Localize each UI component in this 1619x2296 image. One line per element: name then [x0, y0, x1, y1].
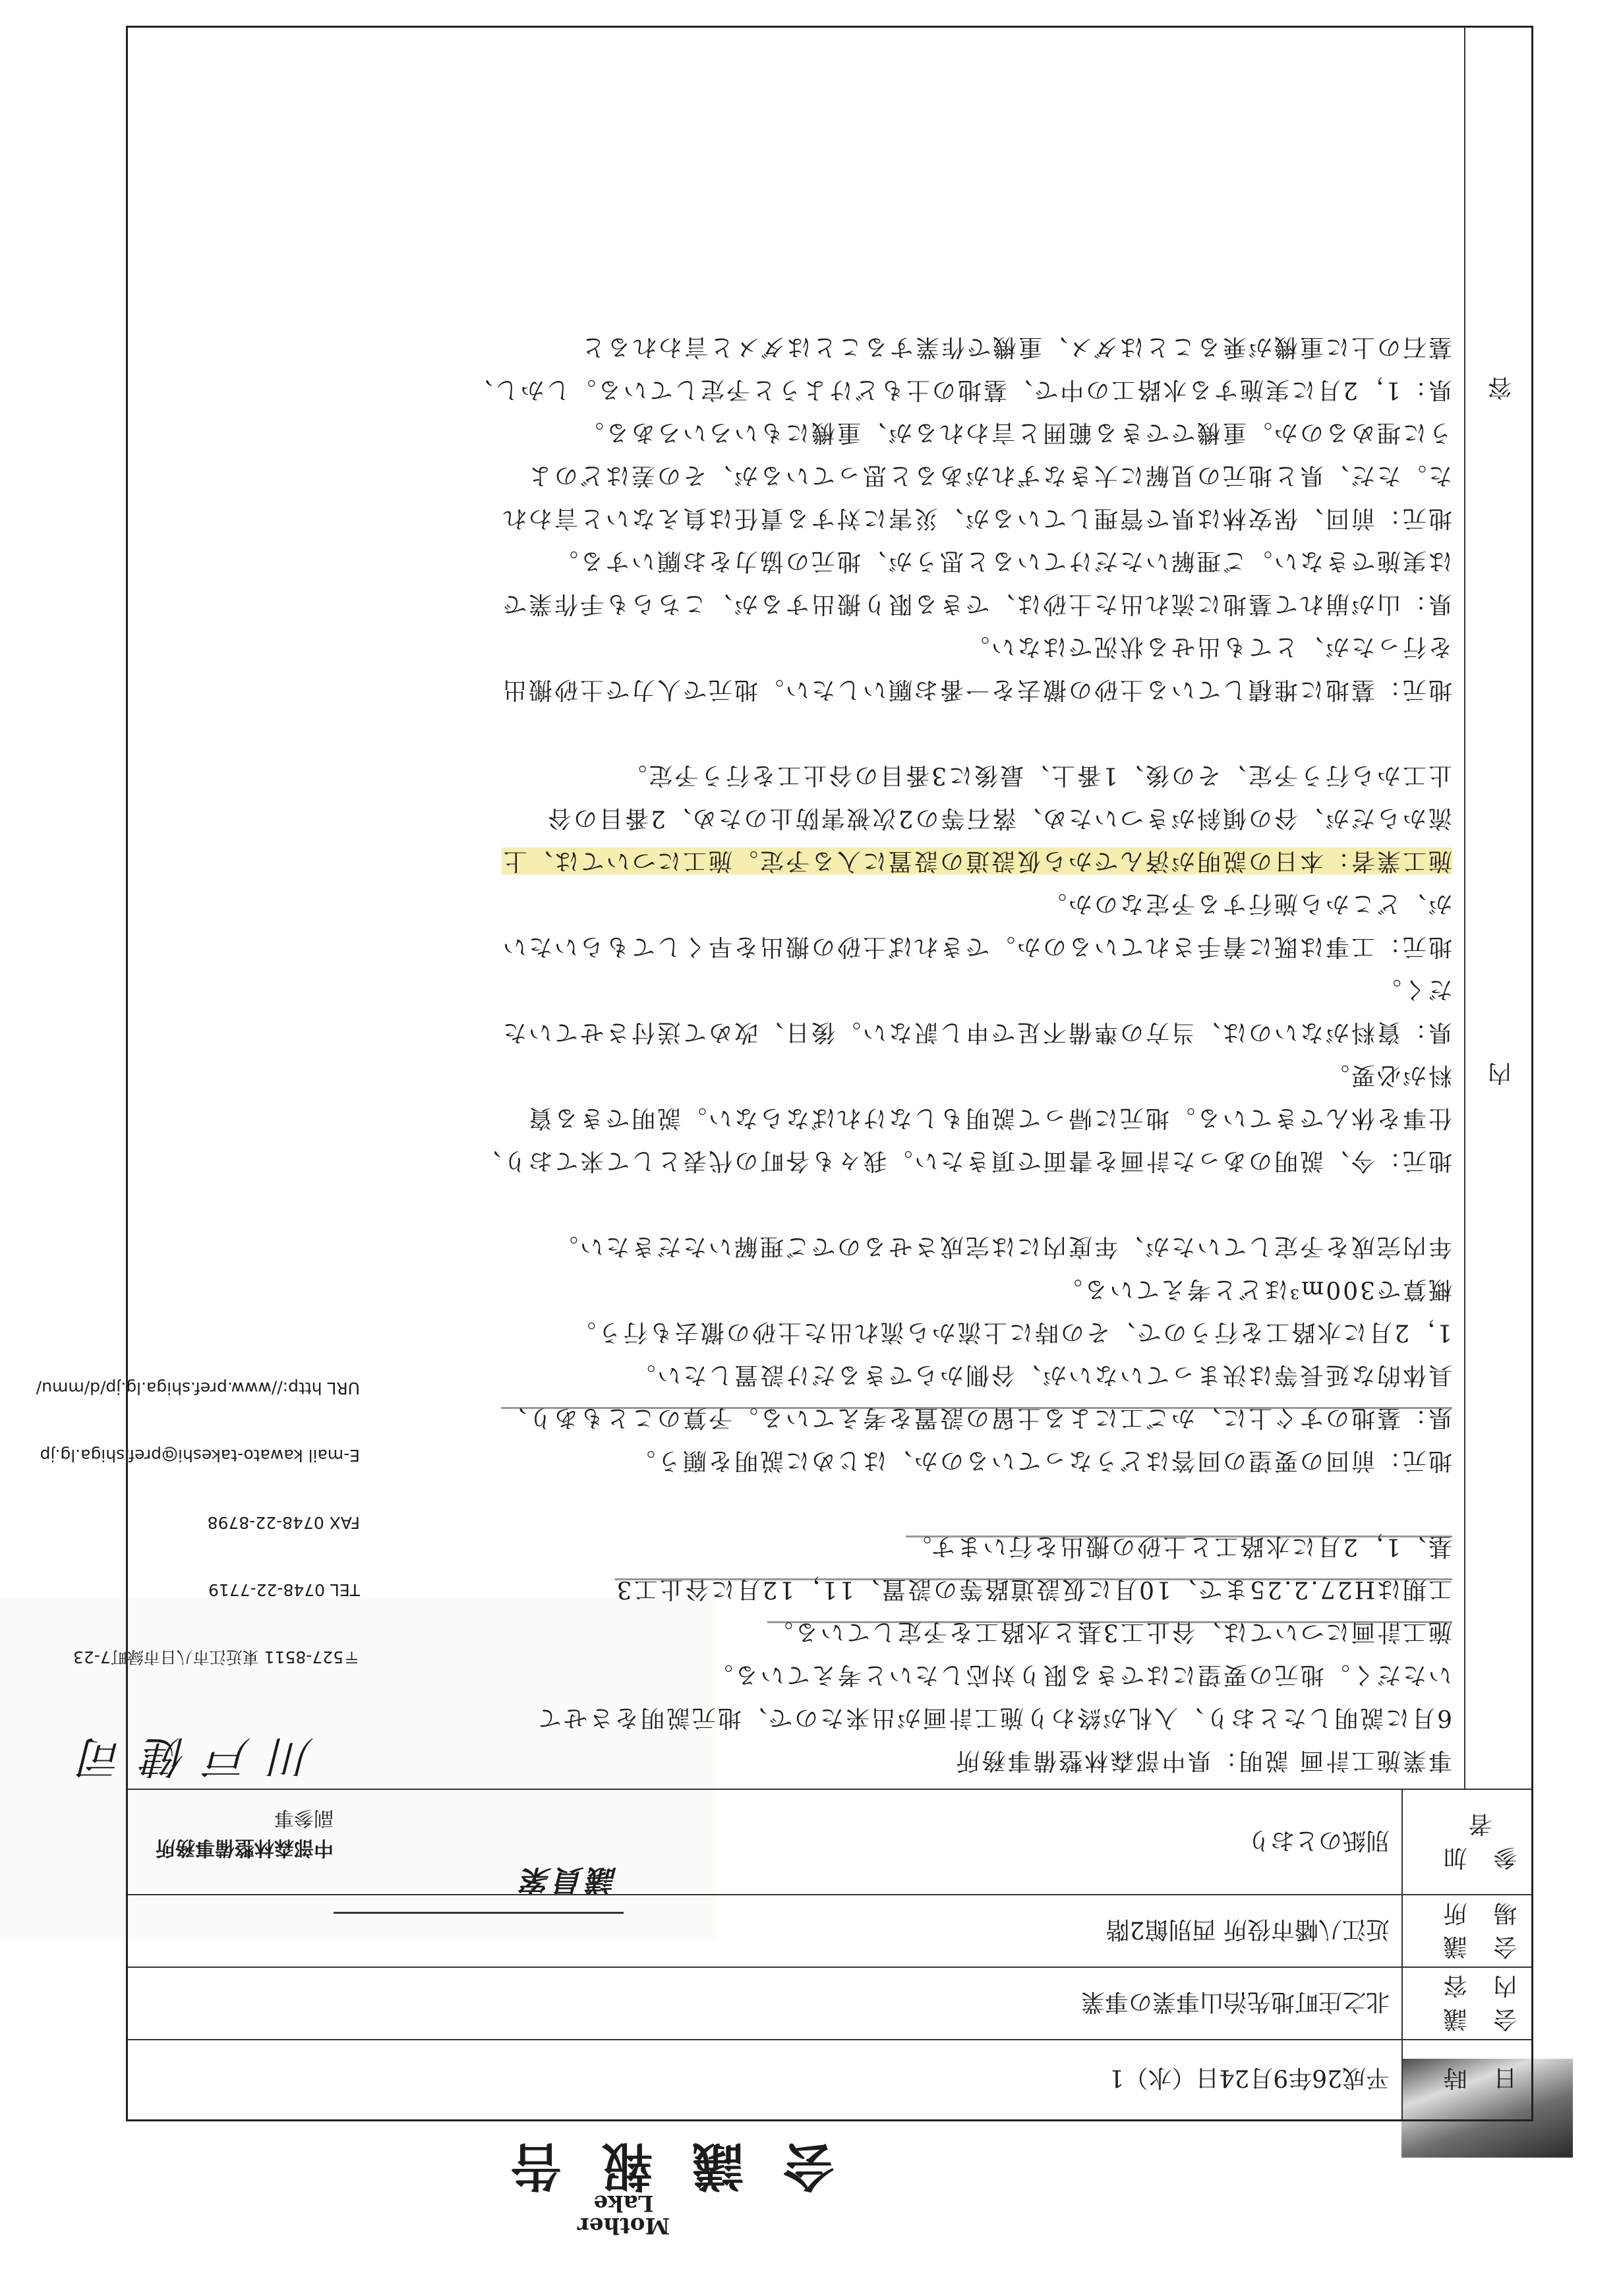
content-line: 料が必要。: [1323, 1062, 1452, 1089]
value-place: 近江八幡市役所 西別館2階: [1105, 1916, 1390, 1943]
content-line: 具体的な延長等は決まっていないが、谷側からできるだけ設置したい。: [630, 1362, 1452, 1389]
label-attendees: 参加者: [1401, 1790, 1531, 1895]
card-tel: TEL 0748-22-7719: [208, 1580, 360, 1599]
content-label-1: 内: [1487, 1059, 1512, 1086]
content-line: だく。: [1375, 976, 1452, 1003]
card-position: 副参事: [274, 1806, 334, 1829]
label-content: 会議内容: [1401, 1968, 1531, 2040]
row-place: [128, 1894, 1531, 1968]
content-label-2: 容: [1487, 374, 1512, 401]
content-line: 地元：前回、保安林は県で管理しているが、災害に対する責任は負えないと言われ: [500, 505, 1452, 532]
label-place: 会議場所: [1401, 1895, 1531, 1968]
content-line: 工期はH27.2.25まで、10月に仮設道路等の設置、11，12月に谷止工3: [614, 1576, 1452, 1603]
content-line: 地元：今、説明のあった計画を書面で頂きたい。我々も各町の代表として来ており、: [475, 1147, 1452, 1174]
card-name: 川戸健司: [61, 1731, 314, 1782]
content-line: 仕事を休んできている。地元に帰って説明もしなければならない。説明できる資: [526, 1105, 1452, 1132]
content-line: 地元：工事は既に着手されているのか。できれば土砂の搬出を早くしてもらいたい: [500, 933, 1452, 960]
content-label-column: [1464, 27, 1531, 1790]
content-line: 概算で300m³ほどと考えている。: [1056, 1276, 1452, 1303]
card-fax: FAX 0748-22-8798: [207, 1513, 360, 1532]
content-line: た。ただ、県と地元の見解に大きなずれがあると思っているが、その差はどのよ: [526, 462, 1452, 489]
content-line: を行ったが、とても出せる状況ではない。: [963, 633, 1452, 660]
content-line: 止工から行う予定、その後、1番上、最後に3番目の谷止工を行う予定。: [621, 762, 1452, 789]
content-line: が、どこから施行する予定なのか。: [1040, 890, 1452, 917]
content-line: 県：山が崩れて墓地に流れ出た土砂は、できる限り搬出するが、こちらも手作業で: [500, 590, 1452, 617]
content-line: 施工計画については、谷止工3基と水路工を予定している。: [767, 1619, 1452, 1646]
content-line: 基、1，2月に水路工と土砂の搬出を行います。: [906, 1533, 1452, 1560]
content-line-highlighted: 施工業者：本日の説明が済んでから仮設道の設置に入る予定。施工については、上: [501, 847, 1452, 875]
report-form: [126, 26, 1533, 2121]
content-line: 地元：前回の要望の回答はどうなっているのか、はじめに説明を願う。: [629, 1447, 1452, 1474]
card-title: 議員案: [518, 1863, 617, 1897]
content-line: 事業施工計画 説明：県中部森林整備事務所: [954, 1747, 1452, 1774]
content-line: いただく。地元の要望にはできる限り対応したいと考えている。: [707, 1661, 1452, 1688]
value-datetime: 平成26年9月24日（水）1: [1109, 2064, 1390, 2092]
content-line: は実施できない。ご理解いただけていると思うが、地元の協力をお願いする。: [552, 548, 1452, 575]
row-datetime: [128, 2039, 1531, 2119]
content-line: 6月に説明したとおり、入札が終わり施工計画が出来たので、地元説明をさせて: [535, 1704, 1452, 1731]
content-line: 流からだが、谷の傾斜がきついため、落石等の2次被害防止のため、2番目の谷: [546, 805, 1452, 832]
content-line: 年内完成を予定していたが、年度内には完成させるのでご理解いただきたい。: [552, 1233, 1452, 1260]
content-line: 県：墓地のすぐ上に、かご工による土留の設置を考えている。予算のこともあり、: [500, 1404, 1452, 1431]
row-content: [128, 1966, 1531, 2040]
content-line: うに埋めるのか。重機でできる範囲と言われるが、重機にもいろいろある。: [577, 419, 1452, 446]
content-line: 墓石の上に重機が乗ることはダメ、重機で作業することはダメと言われると: [579, 333, 1452, 360]
card-url: URL http://www.pref.shiga.lg.jp/d/mmu/: [36, 1379, 360, 1398]
content-line: 県：1，2月に実施する水路工の中で、墓地の土もどけようと予定している。しかし、: [467, 376, 1452, 403]
label-datetime: 日時: [1401, 2040, 1531, 2119]
card-address: 〒527-8511 東近江市八日市緑町7-23: [73, 1648, 360, 1667]
row-attendees: [128, 1789, 1531, 1895]
content-line: 1，2月に水路工を行うので、その時に上流から流れ出た土砂の撤去も行う。: [570, 1319, 1452, 1346]
content-line: 地元：墓地に堆積している土砂の撤去を一番お願いしたい。地元で人力で土砂搬出: [500, 676, 1452, 703]
value-attendees: 別紙のとおり: [1247, 1827, 1390, 1854]
content-body: [127, 27, 1465, 1780]
mother-lake-logo: Mother Lake: [577, 2190, 670, 2239]
document-title: 会議報告: [470, 2136, 835, 2196]
content-line: 県：資料がないのは、当方の準備不足で申し訳ない。後日、改めて送付させていた: [500, 1019, 1452, 1046]
value-content: 北之庄町地先治山事業の事業: [1080, 1988, 1390, 2016]
card-office: 中部森林整備事務所: [156, 1836, 334, 1859]
card-email: E-mail kawato-takeshi@pref.shiga.lg.jp: [40, 1446, 360, 1465]
